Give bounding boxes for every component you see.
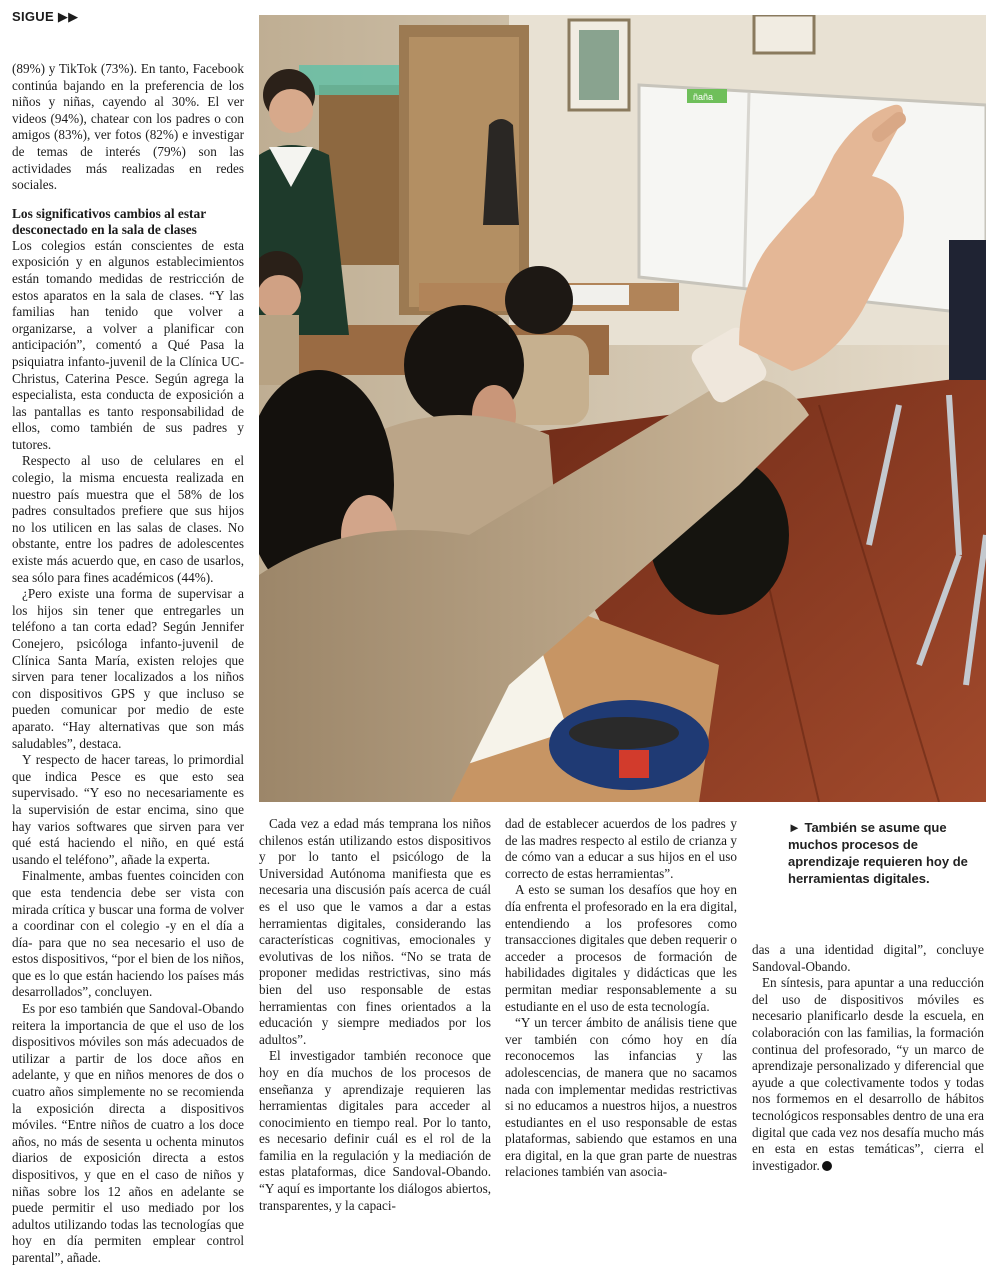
board-sticker-text: ñaña — [693, 92, 714, 102]
paragraph: das a una identidad digital”, concluye Sandoval-Obando. — [752, 942, 984, 974]
paragraph: Cada vez a edad más temprana los niños chilenos están utilizando estos dispositivos y por lo tanto el psicólogo de la Universidad Autónoma manifiesta que es necesaria una discusión país acerca de cuál es el uso que le vamos a dar a estas herramientas digitales, considerando las características cognitivas, emocionales y evolutivas de los niños. “No se trata de proponer medidas restrictivas, sino más bien del uso responsable de estas herramientas con fines orientados a la educación y siempre mediados por los adultos”. — [259, 816, 491, 1047]
end-mark-icon — [822, 1161, 832, 1171]
paragraph: ¿Pero existe una forma de supervisar a los hijos sin tener que entregarles un teléfono a tan corta edad? Según Jennifer Conejero, psicóloga infanto-juvenil de Clínica Santa María, existen relojes que sirven para tener localizados a los niños con dispositivos GPS y que incluso se pueden comunicar por medio de este aparato. “Hay alternativas que son más saludables”, destaca. — [12, 586, 244, 751]
article-column-3 — [505, 816, 737, 1181]
paragraph: dad de establecer acuerdos de los padres y de las madres respecto al estilo de crianza y de cómo van a educar a sus hijos en el uso correcto de estas herramientas”. — [505, 816, 737, 881]
closing-paragraph-text: En síntesis, para apuntar a una reducción del uso de dispositivos móviles es necesario planificarlo desde la escuela, en colaboración con las familias, la formación continua del profesorado, “y un marco de aprendizaje personalizado y diferencial que ayude a que colectivamente todos y todas nos formemos en el desarrollo de hábitos tecnológicos responsables dentro de una era digital que cada vez nos desafía mucho más en esta en estas temáticas”, cierra el investigador. — [752, 975, 984, 1173]
article-column-2 — [259, 816, 491, 1214]
paragraph: Es por eso también que Sandoval-Obando reitera la importancia de que el uso de los dispositivos móviles son más adecuados de utilizar a partir de los doce años en adelante, y que en niños menores de dos o cuatro años simplemente no se recomienda la exposición directa a dispositivos móviles. “Entre niños de cuatro a los doce años, no más de sesenta u ochenta minutos diarios de exposición directa a estos dispositivos, y que en el caso de niños y niñas sobre los 12 años en adelante se puede permitir el uso mediado por los adultos utilizando todas las tecnologías que hoy en día permiten emplear control parental”, añade. — [12, 1001, 244, 1265]
classroom-photo — [259, 15, 986, 802]
paragraph: Y respecto de hacer tareas, lo primordial que indica Pesce es que esto sea supervisado. “Y eso no necesariamente es la supervisión de estar encima, sino que hay varios softwares que sirven para ver qué está haciendo el niño, en qué está usando el teléfono”, añade la experta. — [12, 752, 244, 867]
article-column-left — [12, 61, 244, 1267]
paragraph: Los colegios están conscientes de esta exposición y en algunos establecimientos están tomando medidas de restricción de estos aparatos en la sala de clases. “Y las familias han tenido que volver a organizarse, a volver a planificar con anticipación”, comentó a Qué Pasa la psiquiatra infanto-juvenil de la Clínica UC-Christus, Caterina Pesce. Según agrega la especialista, esta conducta de exposición a las pantallas es tanto responsabilidad de ellos, como también de sus padres y tutores. — [12, 237, 244, 452]
paragraph: Finalmente, ambas fuentes coinciden con que esta tendencia debe ser vista con mirada crítica y buscar una forma de volver a coordinar con el colegio -y en el día a día- para que no sea necesario el uso de estos dispositivos, “por el bien de los niños, que es lo que están haciendo los países más desarrollados”, concluyen. — [12, 868, 244, 1000]
article-column-4 — [752, 942, 984, 1174]
paragraph — [752, 975, 984, 1174]
paragraph: A esto se suman los desafíos que hoy en día enfrenta el profesorado en la era digital, entendiendo a los profesores como transacciones digitales que deben requerir o acceder a procesos de formación de habilidades digitales y didácticas que les permitan mediar responsablemente a su estudiante en el uso de esta tecnología. — [505, 882, 737, 1014]
paragraph: “Y un tercer ámbito de análisis tiene que ver también con cómo hoy en día reconocemos las infancias y las adolescencias, de manera que no sacamos nada con implementar medidas restrictivas si no educamos a nuestros hijos, a nuestros estudiantes en el uso responsable de estas plataformas, sabiendo que estamos en una era digital, en la que gran parte de nuestras relaciones también van asocia- — [505, 1015, 737, 1180]
section-subheading: Los significativos cambios al estar desconectado en la sala de clases — [12, 205, 206, 237]
intro-paragraph: (89%) y TikTok (73%). En tanto, Facebook continúa bajando en la preferencia de los niños y niñas, cayendo al 30%. El ver videos (94%), chatear con los padres o con amigos (83%), ver fotos (82%) e investigar de temas de interés (79%) son las actividades más realizadas en redes sociales. — [12, 61, 244, 193]
continue-label: SIGUE ▶▶ — [12, 9, 79, 24]
paragraph: Respecto al uso de celulares en el colegio, la misma encuesta realizada en nuestro país muestra que el 58% de los padres consultados prefiere que sus hijos no los utilicen en las salas de clases. No obstante, entre los padres de adolescentes existe más acuerdo que, en caso de usarlos, sea sólo para fines académicos (44%). — [12, 453, 244, 585]
paragraph: El investigador también reconoce que hoy en día muchos de los procesos de enseñanza y aprendizaje requieren las herramientas digitales para acceder al conocimiento en tiempo real. Por lo tanto, es necesario definir cuál es el rol de la familia en la regulación y la mediación de estas plataformas, dice Sandoval-Obando. “Y aquí es importante los diálogos abiertos, transparentes, y la capaci- — [259, 1048, 491, 1213]
photo-caption: ► También se asume que muchos procesos de aprendizaje requieren hoy de herramientas digitales. — [788, 820, 968, 886]
